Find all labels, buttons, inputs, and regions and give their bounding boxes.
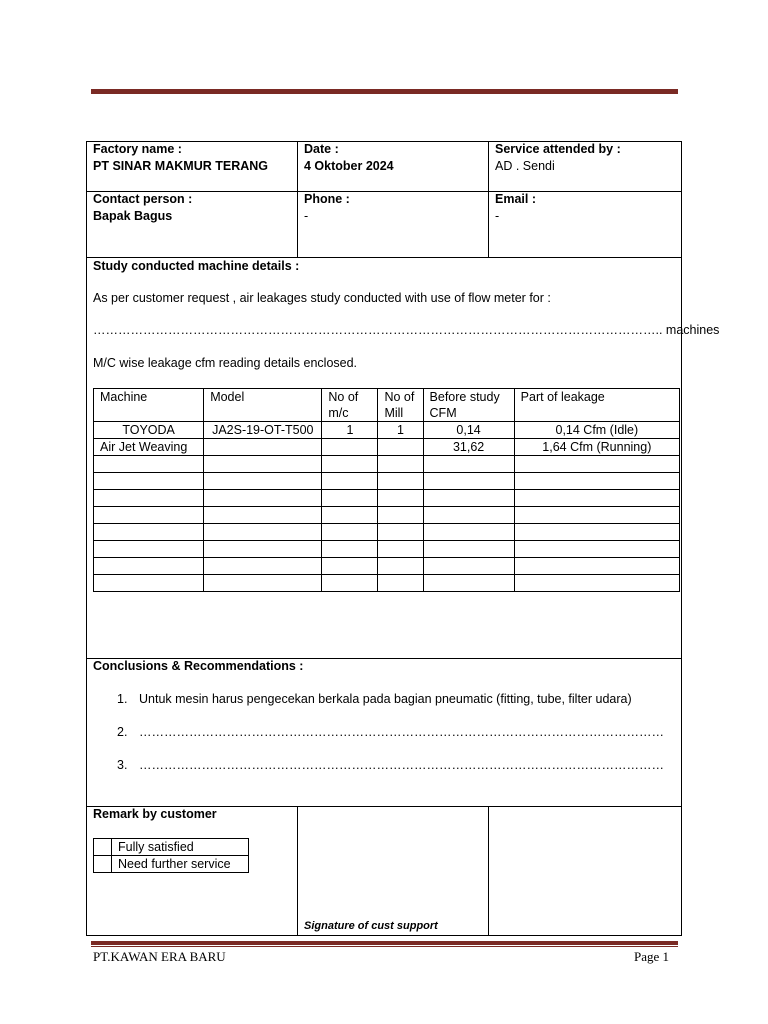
table-cell [204, 524, 322, 541]
table-cell [423, 456, 514, 473]
table-cell: Air Jet Weaving [94, 439, 204, 456]
divider [297, 141, 298, 257]
divider [488, 806, 489, 936]
table-cell [94, 490, 204, 507]
table-cell [204, 439, 322, 456]
table-cell [378, 524, 423, 541]
table-row [94, 456, 680, 473]
table-cell [94, 575, 204, 592]
table-cell [322, 473, 378, 490]
table-cell [514, 558, 679, 575]
remark-option-label: Fully satisfied [112, 839, 249, 856]
footer-company: PT.KAWAN ERA BARU [93, 949, 226, 964]
table-cell: 0,14 Cfm (Idle) [514, 422, 679, 439]
conclusions-title: Conclusions & Recommendations : [93, 659, 304, 673]
table-cell [514, 490, 679, 507]
conclusion-number: 1. [117, 692, 128, 706]
footer-rule [91, 946, 678, 947]
col-header-machine: Machine [94, 389, 204, 422]
conclusion-number: 2. [117, 725, 128, 739]
table-header-row [94, 389, 680, 422]
table-cell [378, 439, 423, 456]
table-cell [378, 473, 423, 490]
divider [488, 141, 489, 257]
machines-line: ……………………………………………………………………………………………………………………….. machines [93, 323, 720, 337]
remark-options [93, 838, 249, 873]
contact-person-label: Contact person : [93, 192, 193, 206]
machine-leakage-table [93, 388, 680, 592]
table-cell [423, 575, 514, 592]
table-cell [423, 473, 514, 490]
email-value: - [495, 209, 500, 223]
footer-rule [91, 941, 678, 945]
remark-option [94, 839, 249, 856]
fully-satisfied-checkbox[interactable] [94, 839, 112, 856]
table-cell: 1 [378, 422, 423, 439]
factory-name-value: PT SINAR MAKMUR TERANG [93, 159, 268, 173]
table-cell [204, 575, 322, 592]
table-cell [204, 490, 322, 507]
cfm-note: M/C wise leakage cfm reading details enclosed. [93, 356, 358, 370]
table-cell [378, 541, 423, 558]
table-cell [514, 456, 679, 473]
table-cell [94, 524, 204, 541]
conclusion-item: ……………………………………………………………………………………………………………… [139, 758, 664, 772]
table-cell [322, 490, 378, 507]
table-row [94, 507, 680, 524]
col-header-before-study-cfm: Before study CFM [423, 389, 514, 422]
table-cell [94, 473, 204, 490]
table-cell: 1 [322, 422, 378, 439]
remark-option [94, 856, 249, 873]
table-row [94, 558, 680, 575]
divider [297, 806, 298, 936]
table-cell [423, 541, 514, 558]
table-cell [423, 558, 514, 575]
table-cell [94, 558, 204, 575]
email-label: Email : [495, 192, 536, 206]
factory-name-label: Factory name : [93, 142, 182, 156]
table-cell [423, 507, 514, 524]
col-header-model: Model [204, 389, 322, 422]
table-row [94, 439, 680, 456]
table-cell [514, 524, 679, 541]
table-cell [378, 456, 423, 473]
table-row [94, 473, 680, 490]
col-header-no-of-mc: No of m/c [322, 389, 378, 422]
phone-value: - [304, 209, 309, 223]
table-row [94, 575, 680, 592]
date-label: Date : [304, 142, 339, 156]
contact-person-value: Bapak Bagus [93, 209, 173, 223]
divider [86, 257, 682, 258]
table-cell: 0,14 [423, 422, 514, 439]
table-cell: 1,64 Cfm (Running) [514, 439, 679, 456]
table-cell [204, 558, 322, 575]
header-rule [91, 89, 678, 94]
table-row [94, 524, 680, 541]
service-attended-label: Service attended by : [495, 142, 621, 156]
table-cell [322, 558, 378, 575]
table-cell [204, 473, 322, 490]
table-cell [514, 507, 679, 524]
table-cell [204, 456, 322, 473]
table-cell [322, 541, 378, 558]
table-cell: 31,62 [423, 439, 514, 456]
date-value: 4 Oktober 2024 [304, 159, 394, 173]
col-header-no-of-mill: No of Mill [378, 389, 423, 422]
signature-label: Signature of cust support [304, 920, 438, 932]
table-cell [514, 575, 679, 592]
page-number: Page 1 [634, 949, 670, 964]
table-cell [423, 490, 514, 507]
phone-label: Phone : [304, 192, 350, 206]
table-cell [378, 507, 423, 524]
conclusion-number: 3. [117, 758, 128, 772]
conclusion-item: Untuk mesin harus pengecekan berkala pada bagian pneumatic (fitting, tube, filter udara) [139, 692, 632, 706]
table-cell: TOYODA [94, 422, 204, 439]
table-cell [322, 439, 378, 456]
table-cell [514, 541, 679, 558]
table-cell [322, 456, 378, 473]
table-cell [94, 541, 204, 558]
table-cell [378, 490, 423, 507]
table-cell [514, 473, 679, 490]
table-cell [94, 507, 204, 524]
table-cell [322, 575, 378, 592]
need-further-service-checkbox[interactable] [94, 856, 112, 873]
table-cell [423, 524, 514, 541]
table-row [94, 541, 680, 558]
table-cell: JA2S-19-OT-T500 [204, 422, 322, 439]
conclusion-item: ……………………………………………………………………………………………………………… [139, 725, 664, 739]
table-cell [322, 524, 378, 541]
table-cell [204, 541, 322, 558]
remark-title: Remark by customer [93, 807, 217, 821]
table-cell [378, 575, 423, 592]
table-cell [322, 507, 378, 524]
table-cell [204, 507, 322, 524]
study-title: Study conducted machine details : [93, 259, 300, 273]
table-row [94, 490, 680, 507]
study-intro: As per customer request , air leakages study conducted with use of flow meter for : [93, 291, 551, 305]
col-header-part-of-leakage: Part of leakage [514, 389, 679, 422]
service-attended-value: AD . Sendi [495, 159, 555, 173]
table-cell [94, 456, 204, 473]
table-row [94, 422, 680, 439]
remark-option-label: Need further service [112, 856, 249, 873]
table-cell [378, 558, 423, 575]
